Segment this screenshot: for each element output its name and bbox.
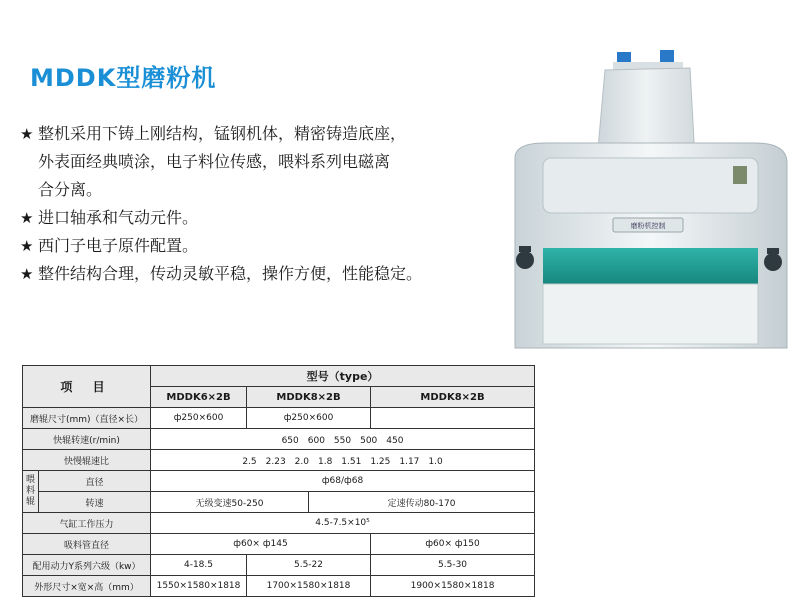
row-label: 直径 [39,471,151,492]
feature-text: 外表面经典喷涂，电子料位传感，喂料系列电磁离 [38,152,391,171]
table-cell: 定速传动80-170 [309,492,535,513]
table-cell: ф250×600 [151,408,247,429]
feature-item [20,204,500,232]
table-cell: 1900×1580×1818 [371,576,535,597]
row-label: 外形尺寸×宽×高（mm） [23,576,151,597]
table-row [23,576,535,597]
feature-text: 整机采用下铸上刚结构，锰钢机体，精密铸造底座， [38,124,407,143]
table-cell: 1550×1580×1818 [151,576,247,597]
table-cell: 5.5-22 [247,555,371,576]
row-group-label [23,471,39,513]
table-cell: ф250×600 [247,408,371,429]
table-row [23,429,535,450]
page-title: MDDK型磨粉机 [30,64,217,92]
row-group-text: 喂料辊 [25,475,35,507]
table-row [23,555,535,576]
item-header: 项 目 [23,366,151,408]
table-cell: 无级变速50-250 [151,492,309,513]
model-name: MDDK8×2B [371,387,535,408]
star-icon: ★ [20,237,34,255]
table-row [23,408,535,429]
row-label: 磨辊尺寸(mm)（直径×长） [23,408,151,429]
star-icon: ★ [20,265,34,283]
table-cell: ф60× ф145 [151,534,371,555]
feature-item [20,232,500,260]
model-name: MDDK8×2B [247,387,371,408]
row-label: 转速 [39,492,151,513]
table-row [23,450,535,471]
table-cell: 5.5-30 [371,555,535,576]
table-cell: 4-18.5 [151,555,247,576]
feature-item [20,260,500,288]
row-label: 吸料管直径 [23,534,151,555]
spec-table [22,365,535,597]
table-row [23,471,535,492]
table-cell: 4.5-7.5×10⁵ [151,513,535,534]
feature-text: 进口轴承和气动元件。 [38,208,199,227]
table-cell: 2.5 2.23 2.0 1.8 1.51 1.25 1.17 1.0 [151,450,535,471]
table-cell: ф68/ф68 [151,471,535,492]
feature-text: 合分离。 [38,180,103,199]
star-icon: ★ [20,209,34,227]
machine-illustration [505,48,795,358]
table-row [23,513,535,534]
model-name: MDDK6×2B [151,387,247,408]
table-row [23,366,535,387]
feature-text: 西门子电子原件配置。 [38,236,199,255]
row-label: 配用动力Y系列六级（kw） [23,555,151,576]
table-cell [371,408,535,429]
model-header: 型号（type） [151,366,535,387]
row-label: 快辊转速(r/min) [23,429,151,450]
table-row [23,492,535,513]
table-row [23,534,535,555]
table-cell: ф60× ф150 [371,534,535,555]
panel-label: 磨粉机控制 [630,222,666,230]
table-cell: 650 600 550 500 450 [151,429,535,450]
row-label: 气缸工作压力 [23,513,151,534]
table-cell: 1700×1580×1818 [247,576,371,597]
feature-list [20,120,500,288]
star-icon: ★ [20,125,34,143]
row-label: 快慢辊速比 [23,450,151,471]
feature-item [20,120,500,204]
feature-text: 整件结构合理，传动灵敏平稳，操作方便，性能稳定。 [38,264,423,283]
